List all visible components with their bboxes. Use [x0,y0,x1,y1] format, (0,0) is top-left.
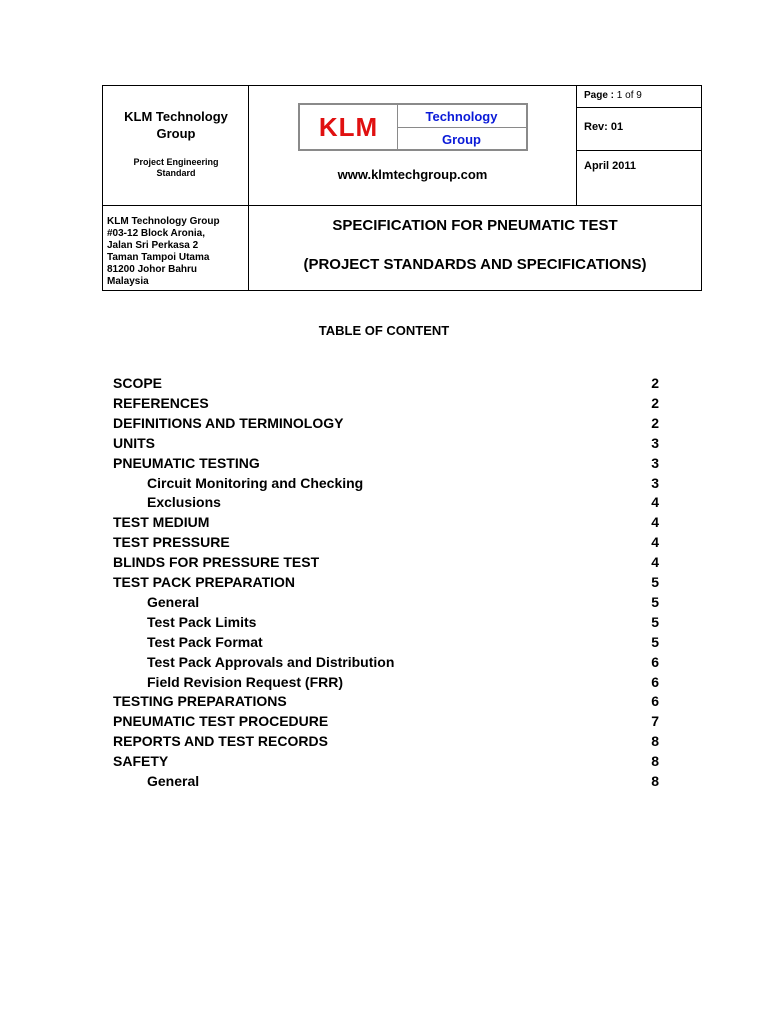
toc-entry-page: 4 [651,514,659,530]
toc-entry-label: Field Revision Request (FRR) [147,674,344,690]
document-title: SPECIFICATION FOR PNEUMATIC TEST [332,217,618,234]
address-line: KLM Technology Group [107,216,220,227]
company-name-line1: KLM Technology [124,109,228,124]
revision: Rev: 01 [584,121,624,133]
toc-entry-page: 2 [651,375,659,391]
logo-technology-group [397,103,528,151]
toc-entry-label: REPORTS AND TEST RECORDS [113,733,328,749]
toc-entry-label: PNEUMATIC TEST PROCEDURE [113,713,329,729]
address-line: 81200 Johor Bahru [107,264,198,275]
toc-entry-page: 3 [651,435,659,451]
toc-entry[interactable] [113,455,659,475]
table-border-right [701,85,702,291]
toc-entry[interactable] [113,435,659,455]
toc-entry-page: 6 [651,674,659,690]
table-border-mid [102,205,702,206]
toc-entry-label: SCOPE [113,375,163,391]
page-label: Page : [584,90,615,101]
standard-type-line2: Standard [156,168,196,178]
meta-row-divider-1 [576,107,702,108]
toc-entry[interactable] [113,494,659,514]
page-indicator [584,90,642,101]
toc-entry[interactable] [113,514,659,534]
address-line: Malaysia [107,276,149,287]
address-line: Jalan Sri Perkasa 2 [107,240,199,251]
toc-entry-page: 7 [651,713,659,729]
logo-technology-text: Technology [397,105,526,128]
toc-entry-page: 5 [651,594,659,610]
toc-entry[interactable] [113,773,659,793]
standard-type-line1: Project Engineering [133,157,219,167]
toc-entry-page: 5 [651,614,659,630]
company-address [107,216,247,288]
toc-entry[interactable] [113,594,659,614]
toc-entry-page: 2 [651,415,659,431]
website-link[interactable]: www.klmtechgroup.com [337,167,488,182]
toc-entry-label: Test Pack Limits [147,614,257,630]
toc-entry[interactable] [113,693,659,713]
address-line: Taman Tampoi Utama [107,252,210,263]
toc-entry-page: 6 [651,693,659,709]
toc-title: TABLE OF CONTENT [318,323,450,338]
toc-entry-label: Exclusions [147,494,221,510]
toc-entry[interactable] [113,634,659,654]
table-border-bottom [102,290,702,291]
meta-row-divider-2 [576,150,702,151]
toc-entry[interactable] [113,475,659,495]
toc-entry[interactable] [113,654,659,674]
toc-entry-page: 5 [651,574,659,590]
toc-entry-page: 6 [651,654,659,670]
page-value: 1 of 9 [616,90,642,101]
toc-entry-label: TEST PACK PREPARATION [113,574,296,590]
toc-entry-label: TESTING PREPARATIONS [113,693,287,709]
toc-entry-page: 3 [651,455,659,471]
toc-entry-page: 2 [651,395,659,411]
toc-entry-label: TEST PRESSURE [113,534,230,550]
toc-entry[interactable] [113,574,659,594]
toc-entry-label: BLINDS FOR PRESSURE TEST [113,554,320,570]
toc-entry-page: 5 [651,634,659,650]
toc-entry[interactable] [113,534,659,554]
toc-entry-label: REFERENCES [113,395,209,411]
klm-logo-text: KLM [318,111,379,142]
toc-entry-label: TEST MEDIUM [113,514,210,530]
company-name-line2: Group [156,126,196,141]
toc-entry[interactable] [113,713,659,733]
toc-entry-label: Test Pack Format [147,634,263,650]
toc-entry[interactable] [113,415,659,435]
klm-logo [298,103,398,151]
toc-entry-label: General [147,773,200,789]
toc-entry-label: Test Pack Approvals and Distribution [147,654,395,670]
toc-entry-label: DEFINITIONS AND TERMINOLOGY [113,415,344,431]
toc-entry-label: PNEUMATIC TESTING [113,455,260,471]
table-border-top [102,85,702,86]
toc-entry[interactable] [113,753,659,773]
toc-entry[interactable] [113,733,659,753]
table-border-left [102,85,103,291]
toc-entry[interactable] [113,375,659,395]
toc-entry[interactable] [113,674,659,694]
toc-entry-page: 8 [651,773,659,789]
toc-entry-label: General [147,594,200,610]
standard-type [104,157,248,179]
document-subtitle: (PROJECT STANDARDS AND SPECIFICATIONS) [303,256,647,273]
toc-entry[interactable] [113,554,659,574]
toc-entry-label: SAFETY [113,753,169,769]
address-line: #03-12 Block Aronia, [107,228,206,239]
company-name [104,108,248,142]
issue-date: April 2011 [584,160,636,172]
toc-entry[interactable] [113,395,659,415]
toc-entry-label: UNITS [113,435,155,451]
toc-entry-page: 3 [651,475,659,491]
toc-entry-page: 8 [651,753,659,769]
toc-entry-page: 4 [651,494,659,510]
table-divider-right [576,85,577,206]
toc-entry-label: Circuit Monitoring and Checking [147,475,364,491]
logo-group-text: Group [442,131,481,147]
toc-entry-page: 8 [651,733,659,749]
toc-entry[interactable] [113,614,659,634]
toc-entry-page: 4 [651,534,659,550]
toc-entry-page: 4 [651,554,659,570]
